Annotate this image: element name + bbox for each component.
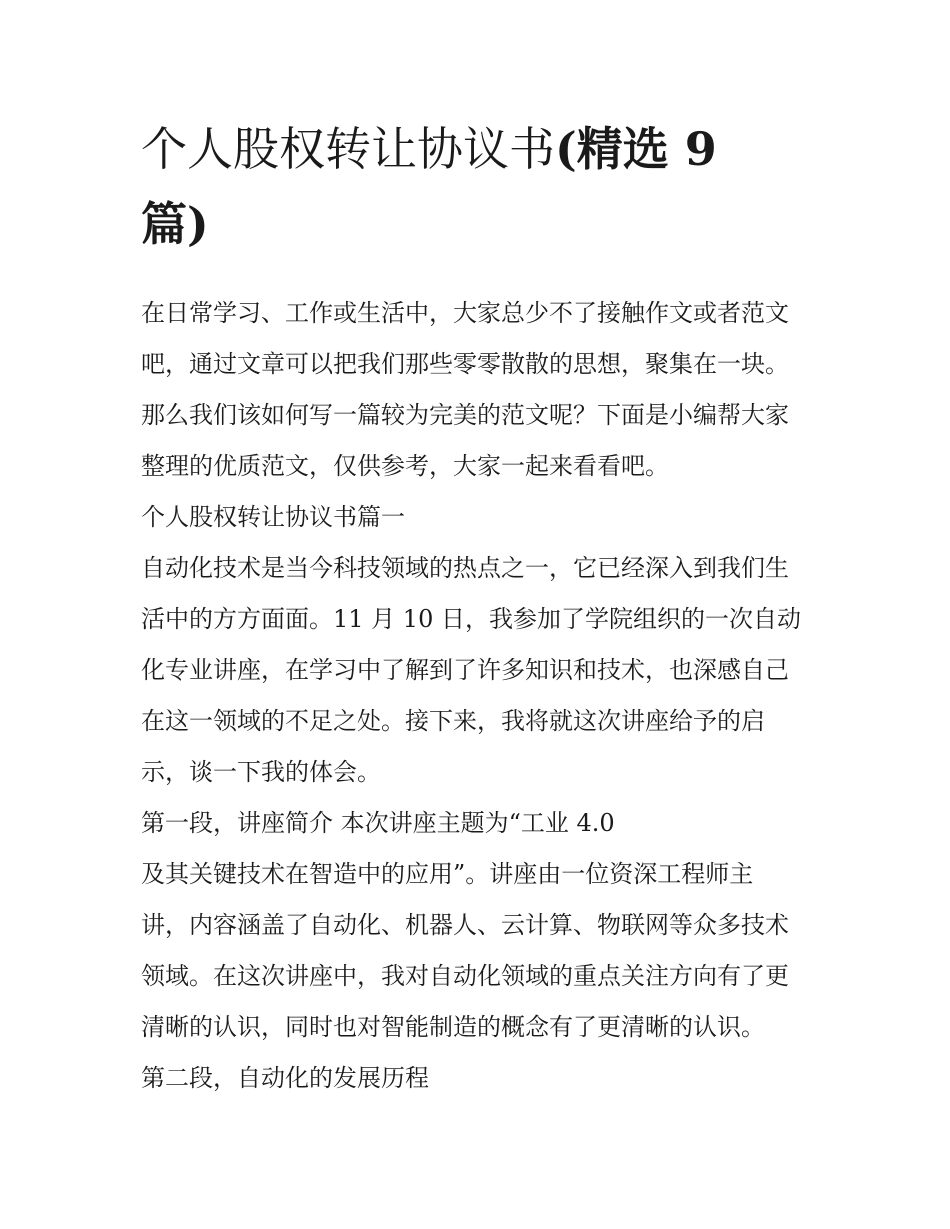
body-paragraph — [141, 543, 821, 798]
text-line: 第一段，讲座简介 本次讲座主题为“工业 4.0 — [141, 809, 615, 837]
document-body — [141, 112, 821, 1104]
section-heading — [141, 492, 821, 543]
text-line: 化专业讲座，在学习中了解到了许多知识和技术，也深感自己 — [141, 656, 789, 684]
intro-paragraph — [141, 288, 821, 492]
text-line: 自动化技术是当今科技领域的热点之一，它已经深入到我们生 — [141, 554, 789, 582]
title-paren: (精选 9 — [555, 122, 717, 176]
text-line: 领域。在这次讲座中，我对自动化领域的重点关注方向有了更 — [141, 962, 789, 990]
text-line: 清晰的认识，同时也对智能制造的概念有了更清晰的认识。 — [141, 1013, 765, 1041]
title-main: 个人股权转让协议书 — [141, 122, 555, 176]
section-heading — [141, 1053, 821, 1104]
body-paragraph — [141, 798, 821, 1053]
text-line: 讲，内容涵盖了自动化、机器人、云计算、物联网等众多技术 — [141, 911, 789, 939]
text-line: 个人股权转让协议书篇一 — [141, 503, 405, 531]
text-line: 及其关键技术在智造中的应用”。讲座由一位资深工程师主 — [141, 860, 754, 888]
text-line: 示，谈一下我的体会。 — [141, 758, 381, 786]
text-line: 整理的优质范文，仅供参考，大家一起来看看吧。 — [141, 452, 669, 480]
text-line: 在这一领域的不足之处。接下来，我将就这次讲座给予的启 — [141, 707, 765, 735]
text-line: 第二段，自动化的发展历程 — [141, 1064, 429, 1092]
title-end: 篇) — [141, 197, 209, 251]
text-line: 那么我们该如何写一篇较为完美的范文呢？下面是小编帮大家 — [141, 401, 789, 429]
document-title — [141, 112, 781, 262]
text-line: 吧，通过文章可以把我们那些零零散散的思想，聚集在一块。 — [141, 350, 789, 378]
text-line: 活中的方方面面。11 月 10 日，我参加了学院组织的一次自动 — [141, 605, 801, 633]
text-line: 在日常学习、工作或生活中，大家总少不了接触作文或者范文 — [141, 299, 789, 327]
